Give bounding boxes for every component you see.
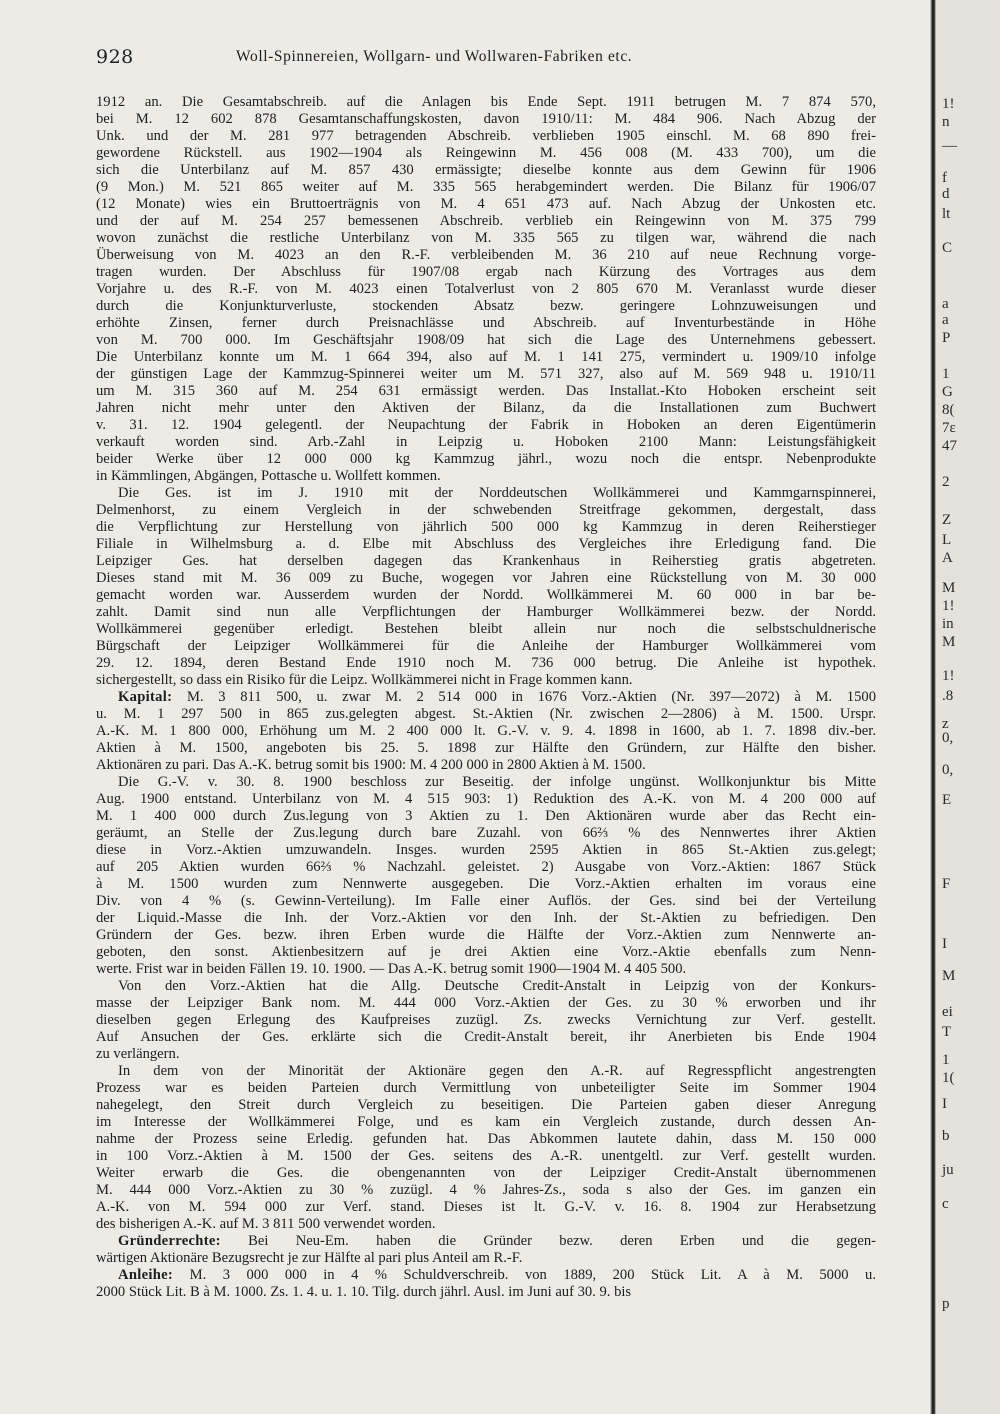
adjacent-page-fragment: ei xyxy=(942,1004,953,1020)
text-line: 1912 an. Die Gesamtabschreib. auf die Anlagen bis Ende Sept. 1911 betrugen M. 7 874 570, xyxy=(96,94,876,110)
text-line: erhöhte Zinsen, ferner durch Preisnachlässe und Abschreib. auf Inventurbestände in Höhe xyxy=(96,315,876,331)
text-line: in Kämmlingen, Abgängen, Pottasche u. Wollfett kommen. xyxy=(96,468,441,484)
adjacent-page-fragment: d xyxy=(942,186,950,202)
text-line: Bürgschaft der Leipziger Wollkämmerei für die Anleihe der Hamburger Wollkämmerei vom xyxy=(96,638,876,654)
text-line: u. M. 1 297 500 in 865 zus.gelegten abgest. St.-Aktien (Nr. zwischen 2—2806) à M. 1500. Urspr. xyxy=(96,706,876,722)
text-span: M. 3 811 500, u. zwar M. 2 514 000 in 1676 Vorz.-Aktien (Nr. 397—2072) à M. 1500 xyxy=(172,689,876,705)
text-line: Jahren nicht mehr unter den Aktiven der Bilanz, da die Installationen zum Buchwert xyxy=(96,400,876,416)
adjacent-page-fragment: M xyxy=(942,634,956,650)
adjacent-page-fragment: lt xyxy=(942,206,951,222)
text-line: 29. 12. 1894, deren Bestand Ende 1910 noch M. 736 000 betrug. Die Anleihe ist hypothek. xyxy=(96,655,876,671)
adjacent-page-fragment: 1 xyxy=(942,366,950,382)
text-line: zahlt. Damit sind nun alle Verpflichtungen der Hamburger Wollkämmerei bezw. der Nordd. xyxy=(96,604,876,620)
adjacent-page-fragment: c xyxy=(942,1196,949,1212)
text-line: beider Werke über 12 000 000 kg Kammzug jährl., wozu noch die entspr. Nebenprodukte xyxy=(96,451,876,467)
text-line: im Interesse der Wollkämmerei Folge, und es kam ein Vergleich zustande, durch dessen An- xyxy=(96,1114,876,1130)
text-line: bei M. 12 602 878 Gesamtanschaffungskosten, davon 1910/11: M. 484 906. Nach Abzug der xyxy=(96,111,876,127)
text-line: Die Unterbilanz konnte um M. 1 664 394, also auf M. 1 141 275, vermindert u. 1909/10 infolge xyxy=(96,349,876,365)
text-line: Div. von 4 % (s. Gewinn-Verteilung). Im Falle einer Auflös. der Ges. sind bei der Verteilung xyxy=(96,893,876,909)
adjacent-page-fragment: I xyxy=(942,1096,947,1112)
text-line: nahegelegt, den Streit durch Vergleich zu beseitigen. Die Parteien gaben dieser Anregung xyxy=(96,1097,876,1113)
adjacent-page-fragment: a xyxy=(942,312,949,328)
adjacent-page-fragment: M xyxy=(942,580,956,596)
text-line xyxy=(96,1267,876,1284)
adjacent-page-fragment: a xyxy=(942,296,949,312)
text-line: Die G.-V. v. 30. 8. 1900 beschloss zur Beseitig. der infolge ungünst. Wollkonjunktur bis Mitte xyxy=(118,774,876,790)
text-line: geräumt, an Stelle der Zus.legung durch bare Zuzahl. von 66⅔ % des Nennwertes ihrer Aktien xyxy=(96,825,876,841)
text-line: Filiale in Wilhelmsburg a. d. Elbe mit Abschluss des Vergleiches ihre Erledigung fand. Die xyxy=(96,536,876,552)
text-line: Dieses stand mit M. 36 009 zu Buche, wogegen vor Jahren eine Rückstellung von M. 30 000 xyxy=(96,570,876,586)
text-line: Aktien à M. 1500, angeboten bis 25. 5. 1898 zur Hälfte den Gründern, zur Hälfte den bisher. xyxy=(96,740,876,756)
text-line: Aug. 1900 entstand. Unterbilanz von M. 4 515 903: 1) Reduktion des A.-K. von M. 4 200 000 auf xyxy=(96,791,876,807)
adjacent-page-fragment: T xyxy=(942,1024,952,1040)
adjacent-page-fragment: Z xyxy=(942,512,952,528)
adjacent-page-fragment: A xyxy=(942,550,953,566)
running-title: Woll-Spinnereien, Wollgarn- und Wollwaren-Fabriken etc. xyxy=(236,48,633,65)
text-line: Unk. und der M. 281 977 betragenden Abschreib. verblieben 1905 einschl. M. 68 890 frei- xyxy=(96,128,876,144)
text-line: zu verlängern. xyxy=(96,1046,180,1062)
page-number: 928 xyxy=(96,46,134,68)
text-line xyxy=(96,689,876,706)
adjacent-page-fragment: p xyxy=(942,1296,950,1312)
document-body xyxy=(96,94,876,1301)
text-line: auf 205 Aktien wurden 66⅔ % Nachzahl. geleistet. 2) Ausgabe von Vorz.-Aktien: 1867 Stück xyxy=(96,859,876,875)
text-line: Prozess war es beiden Parteien durch Vermittlung von unbeteiligter Seite im Sommer 1904 xyxy=(96,1080,876,1096)
adjacent-page-fragment: 8( xyxy=(942,402,955,418)
text-line: diese in Vorz.-Aktien umzuwandeln. Insges. wurden 2595 Aktien in 865 St.-Aktien zus.gelegt; xyxy=(96,842,876,858)
adjacent-page-fragment: 47 xyxy=(942,438,957,454)
adjacent-page-fragment: 1( xyxy=(942,1070,955,1086)
text-line: (12 Monate) wies ein Bruttoerträgnis von M. 4 651 473 auf. Nach Abzug der Unkosten etc. xyxy=(96,196,876,212)
text-line: 2000 Stück Lit. B à M. 1000. Zs. 1. 4. u. 1. 10. Tilg. durch jährl. Ausl. im Juni auf 30. 9. bis xyxy=(96,1284,632,1300)
text-line: nahme der Prozess seine Erledig. gefunden hat. Das Abkommen lautete dahin, dass M. 150 000 xyxy=(96,1131,876,1147)
section-term: Kapital: xyxy=(118,689,173,705)
text-line: Weiter erwarb die Ges. die obengenannten von der Leipziger Credit-Anstalt übernommenen xyxy=(96,1165,876,1181)
text-line: werte. Frist war in beiden Fällen 19. 10. 1900. — Das A.-K. betrug somit 1900—1904 M. 4 405 500. xyxy=(96,961,687,977)
adjacent-page-fragment: — xyxy=(942,138,957,154)
adjacent-page-fragment: G xyxy=(942,384,953,400)
adjacent-page-fragment: 1! xyxy=(942,96,955,112)
text-line: von M. 700 000. Im Geschäftsjahr 1908/09 hat sich die Lage des Unternehmens gebessert. xyxy=(96,332,876,348)
text-line: (9 Mon.) M. 521 865 weiter auf M. 335 565 herabgemindert werden. Die Bilanz für 1906/07 xyxy=(96,179,876,195)
adjacent-page-fragment: C xyxy=(942,240,953,256)
text-span: M. 3 000 000 in 4 % Schuldverschreib. von 1889, 200 Stück Lit. A à M. 5000 u. xyxy=(173,1267,876,1283)
text-line: dieselben gegen Erlegung des Kaufpreises zuzügl. Zs. zwecks Vernichtung zur Verf. gestellt. xyxy=(96,1012,876,1028)
adjacent-page-fragment: f xyxy=(942,170,947,186)
text-line: M. 444 000 Vorz.-Aktien zu 30 % zuzügl. 4 % Jahres-Zs., soda s also der Ges. im ganzen ein xyxy=(96,1182,876,1198)
adjacent-page-fragment: n xyxy=(942,114,950,130)
adjacent-page-fragment: P xyxy=(942,330,951,346)
text-line xyxy=(96,1233,876,1250)
section-term: Gründerrechte: xyxy=(118,1233,221,1249)
text-line: v. 31. 12. 1904 gelegentl. der Neupachtung der Fabrik in Hoboken an deren Eigentümerin xyxy=(96,417,876,433)
text-line: wärtigen Aktionäre Bezugsrecht je zur Hälfte al pari plus Anteil am R.-F. xyxy=(96,1250,523,1266)
adjacent-page-fragment: 2 xyxy=(942,474,950,490)
text-line: Wollkämmerei gegenüber erledigt. Bestehen bleibt allein nur noch die selbstschuldnerische xyxy=(96,621,876,637)
adjacent-page-fragment: .8 xyxy=(942,688,954,704)
text-line: um M. 315 360 auf M. 254 631 ermässigt werden. Das Installat.-Kto Hoboken erscheint seit xyxy=(96,383,876,399)
text-line: sichergestellt, so dass ein Risiko für die Leipz. Wollkämmerei nicht in Frage kommen kann. xyxy=(96,672,633,688)
adjacent-page-fragment: z xyxy=(942,716,949,732)
adjacent-page-fragment: ju xyxy=(942,1162,954,1178)
text-line: Leipziger Ges. hat derselben dagegen das Krankenhaus in Reiherstieg gratis abgetreten. xyxy=(96,553,876,569)
text-line: Überweisung von M. 4023 an den R.-F. verbleibenden M. 36 210 auf neue Rechnung vorge- xyxy=(96,247,876,263)
text-span: Bei Neu-Em. haben die Gründer bezw. deren Erben und die gegen- xyxy=(220,1233,876,1249)
adjacent-page-fragment: 0, xyxy=(942,730,954,746)
adjacent-page-fragment: 7ε xyxy=(942,420,956,436)
text-line: Aktionären zu pari. Das A.-K. betrug somit bis 1900: M. 4 200 000 in 2800 Aktien à M. 1500. xyxy=(96,757,646,773)
text-line: sich die Unterbilanz auf M. 857 430 ermässigte; dieselbe konnte aus dem Gewinn für 1906 xyxy=(96,162,876,178)
adjacent-page-fragment: E xyxy=(942,792,952,808)
text-line: und der auf M. 254 257 bemessenen Abschreib. verblieb ein Reingewinn von M. 375 799 xyxy=(96,213,876,229)
section-term: Anleihe: xyxy=(118,1267,174,1283)
text-line: tragen wurden. Der Abschluss für 1907/08 ergab nach Kürzung des Vortrages aus dem xyxy=(96,264,876,280)
adjacent-page-fragment: I xyxy=(942,936,947,952)
adjacent-page-fragment: 1 xyxy=(942,1052,950,1068)
text-line: In dem von der Minorität der Aktionäre gegen den A.-R. auf Regresspflicht angestrengten xyxy=(118,1063,876,1079)
text-line: gewordene Rückstell. aus 1902—1904 als Reingewinn M. 456 008 (M. 433 700), um die xyxy=(96,145,876,161)
text-line: Von den Vorz.-Aktien hat die Allg. Deutsche Credit-Anstalt in Leipzig von der Konkurs- xyxy=(118,978,876,994)
text-line: die Verpflichtung zur Herstellung von jährlich 500 000 kg Kammzug in deren Reiherstieger xyxy=(96,519,876,535)
text-line: der günstigen Lage der Kammzug-Spinnerei weiter um M. 571 327, also auf M. 569 948 u. 1910/11 xyxy=(96,366,876,382)
text-line: Die Ges. ist im J. 1910 mit der Norddeutschen Wollkämmerei und Kammgarnspinnerei, xyxy=(118,485,876,501)
text-line: durch die Konjunkturverluste, stockenden Absatz bezw. geringere Lohnzuweisungen und xyxy=(96,298,876,314)
text-line: Vorjahre u. des R.-F. von M. 4023 einen Totalverlust von 2 805 670 M. Veranlasst wurde dieser xyxy=(96,281,876,297)
adjacent-page-fragment: M xyxy=(942,968,956,984)
text-line: Auf Ansuchen der Ges. erklärte sich die Credit-Anstalt bereit, ihr Anerbieten bis Ende 1904 xyxy=(96,1029,876,1045)
text-line: des bisherigen A.-K. auf M. 3 811 500 verwendet worden. xyxy=(96,1216,436,1232)
text-line: A.-K. M. 1 800 000, Erhöhung um M. 2 400 000 lt. G.-V. v. 9. 4. 1898 in 1600, ab 1. 7. 1898 div.-ber. xyxy=(96,723,876,739)
text-line: Gründern der Ges. bezw. ihren Erben wurde die Hälfte der Vorz.-Aktien zum Nennwerte an- xyxy=(96,927,876,943)
adjacent-page-fragment: 1! xyxy=(942,598,955,614)
adjacent-page-fragment: 1! xyxy=(942,668,955,684)
adjacent-page-fragment: b xyxy=(942,1128,950,1144)
text-line: A.-K. von M. 594 000 zur Verf. stand. Dieses ist lt. G.-V. v. 16. 8. 1904 zur Herabsetzung xyxy=(96,1199,876,1215)
adjacent-page-fragment: F xyxy=(942,876,951,892)
page-header xyxy=(96,46,886,70)
text-line: Delmenhorst, zu einem Vergleich in der schwebenden Streitfrage gekommen, dergestalt, dass xyxy=(96,502,876,518)
text-line: geboten, den sonst. Aktienbesitzern auf je drei Aktien eine Vorz.-Aktie ebenfalls zum Nenn- xyxy=(96,944,876,960)
adjacent-page-fragment: L xyxy=(942,532,952,548)
adjacent-page-fragment: in xyxy=(942,616,954,632)
adjacent-page-edge xyxy=(936,0,1000,1414)
text-line: verkauft worden sind. Arb.-Zahl in Leipzig u. Hoboken 2100 Mann: Leistungsfähigkeit xyxy=(96,434,876,450)
adjacent-page-fragment: 0, xyxy=(942,762,954,778)
text-line: à M. 1500 wurden zum Nennwerte ausgegeben. Die Vorz.-Aktien erhalten im voraus eine xyxy=(96,876,876,892)
text-line: M. 1 400 000 durch Zus.legung von 3 Aktien zu 1. Den Aktionären wurde aber das Recht ein- xyxy=(96,808,876,824)
text-line: gemacht worden war. Ausserdem wurden der Nordd. Wollkämmerei M. 60 000 in bar be- xyxy=(96,587,876,603)
text-line: in 100 Vorz.-Aktien à M. 1500 der Ges. seitens des A.-R. unentgeltl. zur Verf. gestellt wurden. xyxy=(96,1148,876,1164)
text-line: wovon zunächst die restliche Unterbilanz von M. 335 565 zu tilgen war, während die nach xyxy=(96,230,876,246)
text-line: masse der Leipziger Bank nom. M. 444 000 Vorz.-Aktien der Ges. zu 30 % erworben und ihr xyxy=(96,995,876,1011)
text-line: der Liquid.-Masse die Inh. der Vorz.-Aktien vor den Inh. der St.-Aktien zu befriedigen. Den xyxy=(96,910,876,926)
